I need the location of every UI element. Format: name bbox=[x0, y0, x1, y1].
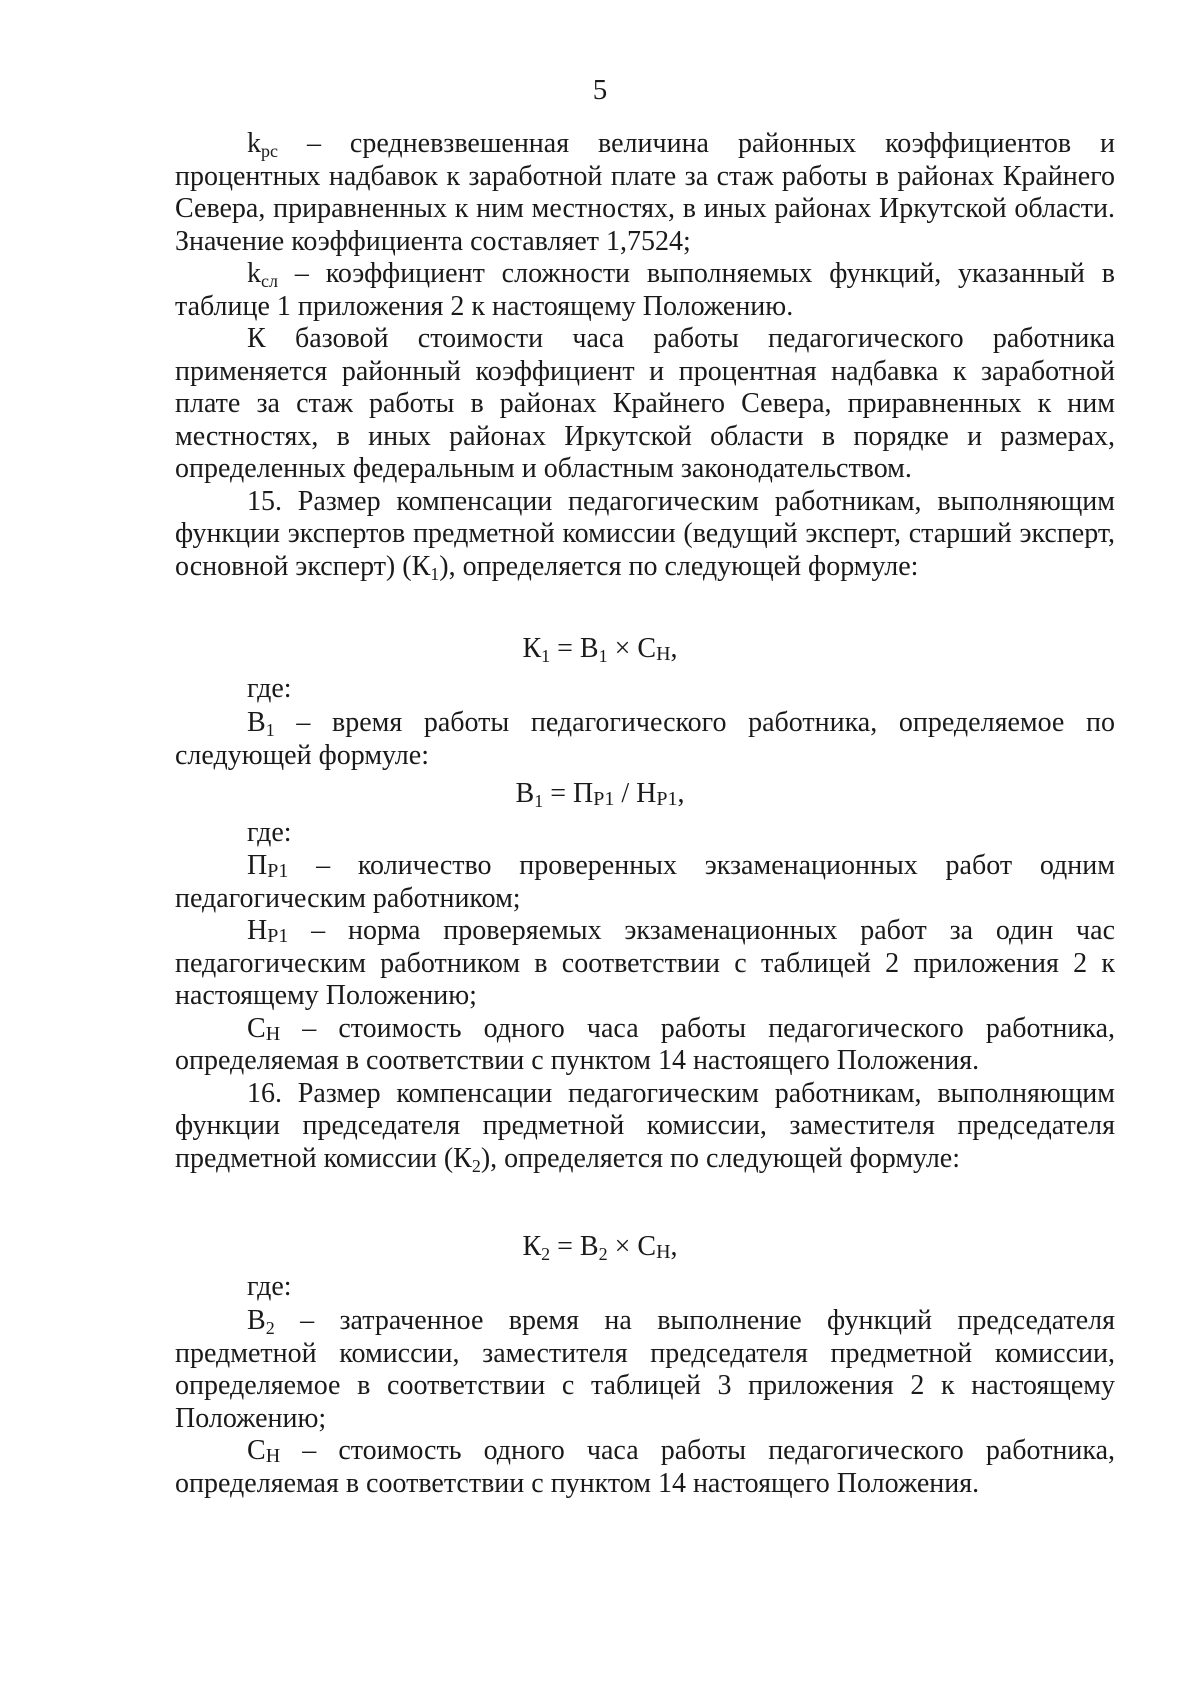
section-definitions-1 bbox=[175, 850, 1115, 1175]
section-b1 bbox=[175, 707, 1115, 772]
where-label-2: где: bbox=[247, 817, 292, 848]
paragraph-k-sl: $k_{сл}$ – коэффициент сложности выполняемых функций, указанный в таблице 1 приложения 2 к настоящему Положению. bbox=[175, 258, 1115, 322]
paragraph-c-n-1: $С_Н$ – стоимость одного часа работы педагогического работника, определяемая в соответствии с пунктом 14 настоящего Положения. bbox=[175, 1012, 1115, 1076]
formula-b1: $В_1 = П_{Р1} / Н_{Р1}$, bbox=[515, 778, 685, 811]
paragraph-b2: $В_2$ – затраченное время на выполнение функций председателя предметной комиссии, заместителя председателя предметной комиссии, определяемое в соответствии с таблицей 3 приложения 2 к настоящему Положению; bbox=[175, 1305, 1115, 1434]
section-coefficients bbox=[175, 128, 1115, 583]
formula-k1: $К_1 = В_1 \times С_Н$, bbox=[522, 633, 678, 666]
where-label-1: где: bbox=[247, 673, 292, 704]
paragraph-b1: $В_1$ – время работы педагогического работника, определяемое по следующей формуле: bbox=[175, 707, 1115, 771]
paragraph-n-r1: $Н_{Р1}$ – норма проверяемых экзаменационных работ за один час педагогическим работником в соответствии с таблицей 2 приложения 2 к настоящему Положению; bbox=[175, 915, 1115, 1011]
paragraph-item-16: 16. Размер компенсации педагогическим работникам, выполняющим функции председателя предметной комиссии, заместителя председателя предметной комиссии $(К_2)$, определяется по следующей формуле: bbox=[175, 1077, 1115, 1176]
page-number: 5 bbox=[592, 74, 608, 106]
paragraph-c-n-2: $С_Н$ – стоимость одного часа работы педагогического работника, определяемая в соответствии с пунктом 14 настоящего Положения. bbox=[175, 1435, 1115, 1499]
where-label-3: где: bbox=[247, 1271, 292, 1302]
section-definitions-2 bbox=[175, 1305, 1115, 1500]
paragraph-item-15: 15. Размер компенсации педагогическим работникам, выполняющим функции экспертов предметной комиссии (ведущий эксперт, старший эксперт, основной эксперт) $(К_1)$, определяется по следующей формуле: bbox=[175, 485, 1115, 584]
paragraph-p-r1: $П_{Р1}$ – количество проверенных экзаменационных работ одним педагогическим работником; bbox=[175, 850, 1115, 914]
paragraph-base-cost: К базовой стоимости часа работы педагогического работника применяется районный коэффициент и процентная надбавка к заработной плате за стаж работы в районах Крайнего Севера, приравненных к ним местностях, в иных районах Иркутской области в порядке и размерах, определенных федеральным и областным законодательством. bbox=[175, 323, 1115, 484]
formula-k2: $К_2 = В_2 \times С_Н$, bbox=[522, 1231, 678, 1264]
paragraph-k-rs: $k_{рс}$ – средневзвешенная величина районных коэффициентов и процентных надбавок к заработной плате за стаж работы в районах Крайнего Севера, приравненных к ним местностях, в иных районах Иркутской области. Значение коэффициента составляет 1,7524; bbox=[175, 128, 1115, 257]
